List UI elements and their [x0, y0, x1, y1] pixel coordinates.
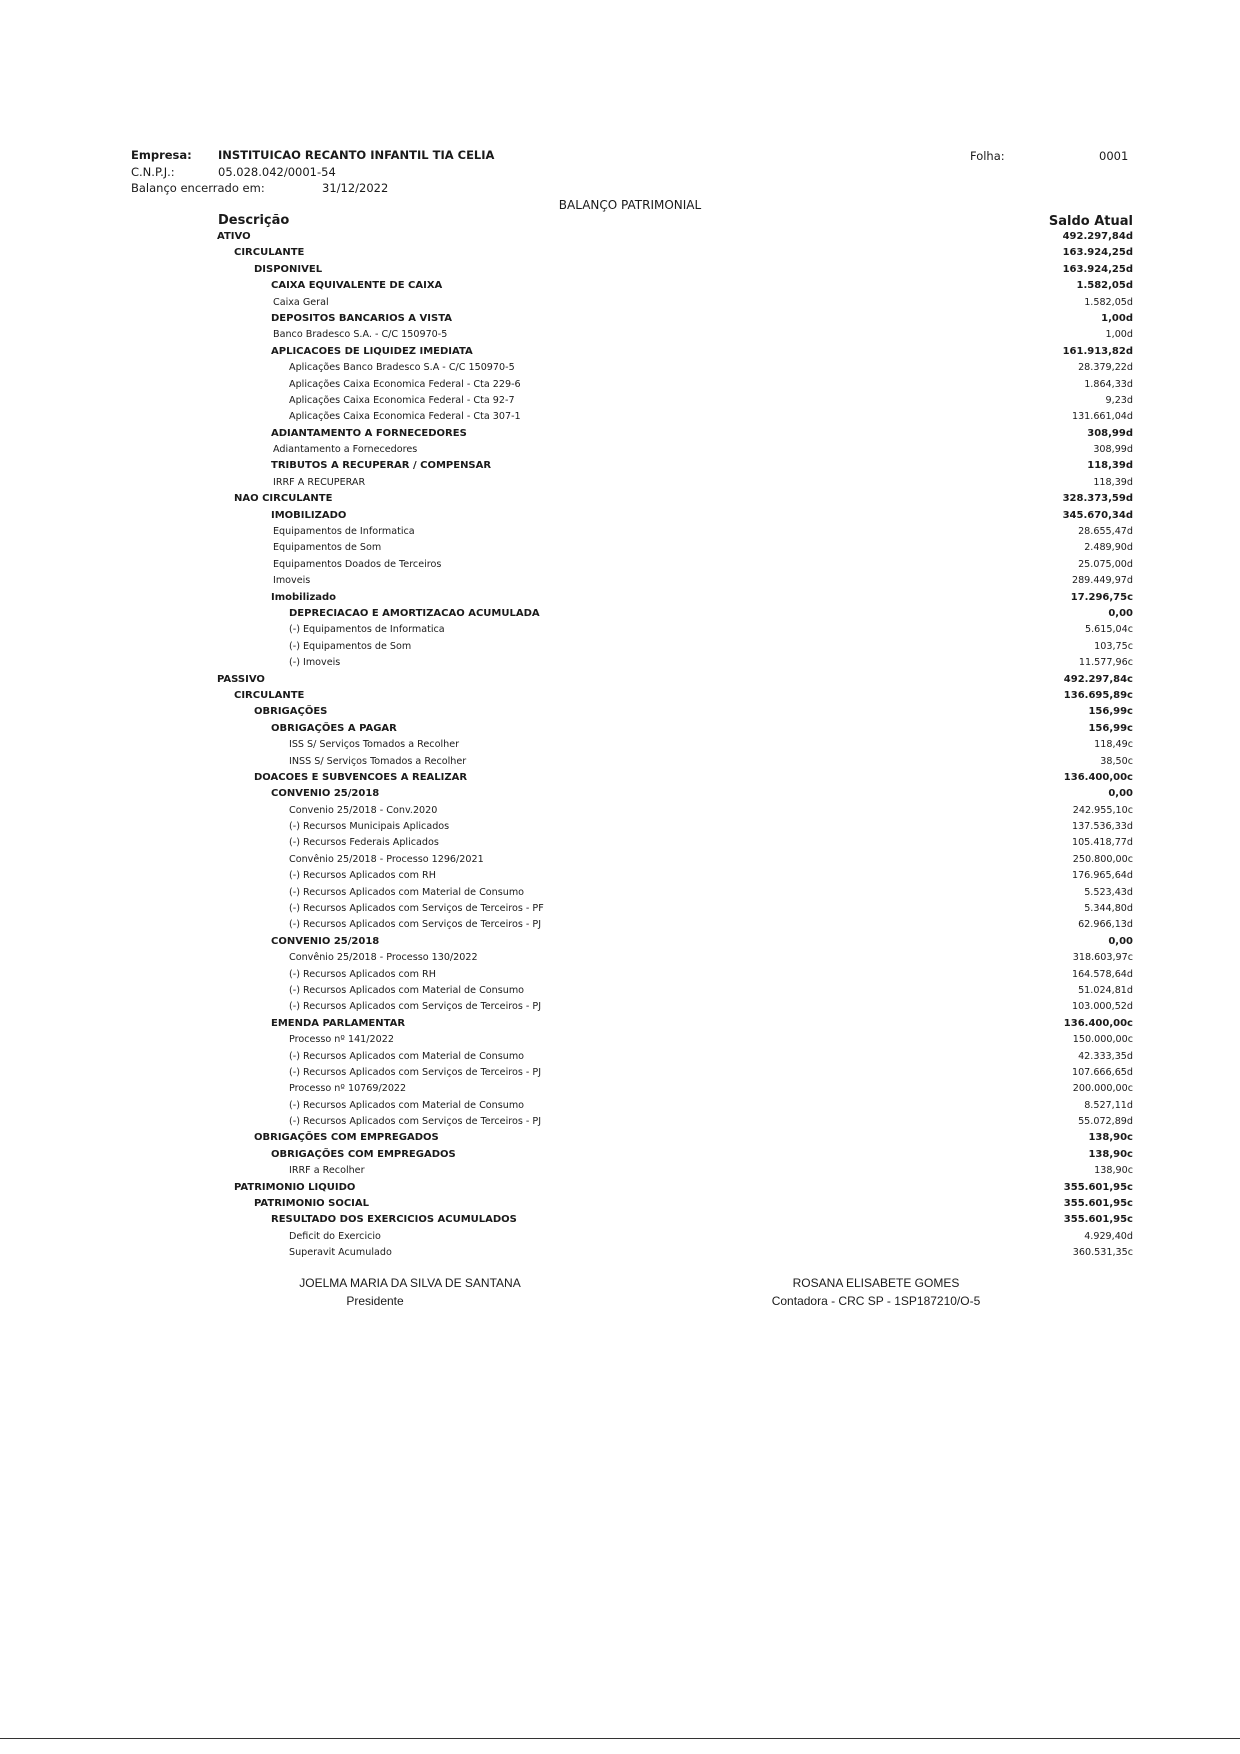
column-header-saldo: Saldo Atual [1048, 214, 1133, 229]
row-value: 11.577,96c [1078, 657, 1133, 669]
row-value: 163.924,25d [1062, 263, 1133, 275]
table-row [0, 950, 1240, 966]
row-value: 0,00 [1108, 788, 1133, 800]
row-description: DEPOSITOS BANCARIOS A VISTA [271, 312, 452, 324]
row-description: CONVENIO 25/2018 [271, 788, 380, 800]
signature-right-role: Contadora - CRC SP - 1SP187210/O-5 [771, 1294, 981, 1308]
table-row [0, 393, 1240, 409]
cnpj-value: 05.028.042/0001-54 [218, 165, 336, 179]
row-description: (-) Recursos Aplicados com Material de Consumo [289, 984, 525, 996]
row-description: IRRF a Recolher [289, 1165, 365, 1177]
row-description: (-) Equipamentos de Som [289, 640, 412, 652]
table-row [0, 803, 1240, 819]
table-row [0, 737, 1240, 753]
row-value: 289.449,97d [1071, 575, 1133, 587]
row-value: 242.955,10c [1072, 804, 1133, 816]
table-row [0, 573, 1240, 589]
row-value: 308,99d [1087, 427, 1133, 439]
row-description: DOACOES E SUBVENCOES A REALIZAR [254, 771, 468, 783]
row-value: 8.527,11d [1084, 1099, 1133, 1111]
row-description: (-) Recursos Municipais Aplicados [289, 821, 450, 833]
table-row [0, 1049, 1240, 1065]
row-description: Aplicações Banco Bradesco S.A - C/C 150970-5 [289, 362, 515, 374]
row-value: 360.531,35c [1072, 1247, 1133, 1259]
table-row [0, 262, 1240, 278]
row-value: 51.024,81d [1078, 984, 1133, 996]
table-row [0, 754, 1240, 770]
table-row [0, 344, 1240, 360]
row-value: 28.655,47d [1078, 526, 1133, 538]
cnpj-label: C.N.P.J.: [131, 165, 175, 179]
empresa-value: INSTITUICAO RECANTO INFANTIL TIA CELIA [218, 148, 495, 162]
row-description: ATIVO [217, 231, 251, 242]
row-description: (-) Recursos Aplicados com Serviços de Terceiros - PJ [289, 1116, 542, 1128]
row-value: 200.000,00c [1072, 1083, 1133, 1095]
row-value: 105.418,77d [1071, 837, 1133, 849]
table-row [0, 360, 1240, 376]
row-description: CIRCULANTE [234, 689, 305, 701]
bottom-rule [0, 1738, 1240, 1739]
row-value: 1.864,33d [1084, 378, 1133, 390]
row-value: 138,90c [1094, 1165, 1133, 1177]
row-value: 345.670,34d [1062, 509, 1133, 521]
row-value: 163.924,25d [1062, 247, 1133, 259]
table-row [0, 655, 1240, 671]
row-value: 136.400,00c [1063, 1017, 1133, 1029]
row-value: 318.603,97c [1072, 952, 1133, 964]
row-description: CIRCULANTE [234, 247, 305, 259]
table-row [0, 901, 1240, 917]
table-row [0, 426, 1240, 442]
row-description: (-) Imoveis [289, 657, 341, 669]
row-value: 156,99c [1088, 722, 1133, 734]
row-value: 492.297,84d [1062, 231, 1133, 242]
row-value: 55.072,89d [1078, 1116, 1133, 1128]
row-value: 62.966,13d [1078, 919, 1133, 931]
table-row [0, 1212, 1240, 1228]
row-value: 28.379,22d [1078, 362, 1133, 374]
table-row [0, 835, 1240, 851]
table-row [0, 1065, 1240, 1081]
row-description: CONVENIO 25/2018 [271, 935, 380, 947]
table-row [0, 311, 1240, 327]
table-row [0, 999, 1240, 1015]
row-value: 1.582,05d [1084, 296, 1133, 308]
row-value: 38,50c [1100, 755, 1133, 767]
row-description: Convênio 25/2018 - Processo 1296/2021 [289, 853, 484, 865]
table-row [0, 1032, 1240, 1048]
table-row [0, 475, 1240, 491]
row-description: Adiantamento a Fornecedores [273, 444, 418, 456]
row-description: IMOBILIZADO [271, 509, 347, 521]
table-row [0, 245, 1240, 261]
row-description: Processo nº 10769/2022 [289, 1083, 407, 1095]
row-description: (-) Recursos Aplicados com Serviços de Terceiros - PJ [289, 1001, 542, 1013]
table-row [0, 786, 1240, 802]
row-value: 4.929,40d [1084, 1230, 1133, 1242]
row-description: (-) Recursos Aplicados com Material de Consumo [289, 1099, 525, 1111]
table-row [0, 377, 1240, 393]
table-row [0, 622, 1240, 638]
table-row [0, 295, 1240, 311]
row-description: OBRIGAÇÕES A PAGAR [271, 722, 397, 734]
page-title: BALANÇO PATRIMONIAL [558, 198, 702, 212]
row-description: DISPONIVEL [254, 263, 323, 275]
row-description: Imoveis [273, 575, 311, 587]
table-row [0, 967, 1240, 983]
row-description: ISS S/ Serviços Tomados a Recolher [289, 739, 460, 751]
row-value: 1,00d [1105, 329, 1133, 341]
row-description: OBRIGAÇÕES COM EMPREGADOS [254, 1132, 439, 1144]
row-value: 5.344,80d [1084, 903, 1133, 915]
table-row [0, 934, 1240, 950]
row-description: CAIXA EQUIVALENTE DE CAIXA [271, 280, 443, 292]
folha-label: Folha: [970, 149, 1005, 163]
row-description: INSS S/ Serviços Tomados a Recolher [289, 755, 467, 767]
table-row [0, 704, 1240, 720]
table-row [0, 1016, 1240, 1032]
table-row [0, 721, 1240, 737]
row-description: TRIBUTOS A RECUPERAR / COMPENSAR [271, 460, 492, 472]
row-description: DEPRECIACAO E AMORTIZACAO ACUMULADA [289, 607, 540, 619]
row-description: (-) Recursos Aplicados com Serviços de Terceiros - PJ [289, 1066, 542, 1078]
row-description: Convenio 25/2018 - Conv.2020 [289, 804, 438, 816]
row-value: 150.000,00c [1072, 1034, 1133, 1046]
row-description: EMENDA PARLAMENTAR [271, 1017, 406, 1029]
row-value: 9,23d [1105, 394, 1133, 406]
row-value: 17.296,75c [1070, 591, 1133, 603]
row-value: 355.601,95c [1063, 1198, 1133, 1210]
table-row [0, 458, 1240, 474]
row-value: 161.913,82d [1062, 345, 1133, 357]
row-value: 131.661,04d [1071, 411, 1133, 423]
row-value: 2.489,90d [1084, 542, 1133, 554]
row-description: (-) Recursos Aplicados com Material de Consumo [289, 1050, 525, 1062]
row-value: 492.297,84c [1063, 673, 1133, 685]
row-description: (-) Recursos Aplicados com RH [289, 968, 436, 980]
row-value: 355.601,95c [1063, 1214, 1133, 1226]
table-row [0, 540, 1240, 556]
table-row [0, 606, 1240, 622]
table-row [0, 639, 1240, 655]
row-description: PATRIMONIO LIQUIDO [234, 1181, 356, 1193]
row-description: Banco Bradesco S.A. - C/C 150970-5 [273, 329, 448, 341]
table-row [0, 1180, 1240, 1196]
row-value: 118,39d [1093, 476, 1133, 488]
table-row [0, 885, 1240, 901]
row-value: 156,99c [1088, 706, 1133, 718]
row-description: Deficit do Exercicio [289, 1230, 381, 1242]
table-row [0, 1098, 1240, 1114]
row-value: 0,00 [1108, 935, 1133, 947]
table-row [0, 1114, 1240, 1130]
row-value: 25.075,00d [1078, 558, 1133, 570]
row-description: (-) Recursos Aplicados com Material de Consumo [289, 886, 525, 898]
row-value: 118,49c [1094, 739, 1133, 751]
row-description: PATRIMONIO SOCIAL [254, 1198, 370, 1210]
row-description: NAO CIRCULANTE [234, 493, 333, 505]
row-description: Imobilizado [271, 591, 337, 603]
row-value: 118,39d [1087, 460, 1133, 472]
row-description: Superavit Acumulado [289, 1247, 392, 1259]
row-description: (-) Equipamentos de Informatica [289, 624, 445, 636]
row-description: RESULTADO DOS EXERCICIOS ACUMULADOS [271, 1214, 517, 1226]
row-description: PASSIVO [217, 673, 265, 685]
table-row [0, 1245, 1240, 1261]
table-row [0, 278, 1240, 294]
row-value: 5.523,43d [1084, 886, 1133, 898]
row-description: APLICACOES DE LIQUIDEZ IMEDIATA [271, 345, 473, 357]
table-row [0, 590, 1240, 606]
row-description: Aplicações Caixa Economica Federal - Cta 229-6 [289, 378, 521, 390]
row-description: Equipamentos Doados de Terceiros [273, 558, 442, 570]
row-value: 138,90c [1088, 1132, 1133, 1144]
row-description: Convênio 25/2018 - Processo 130/2022 [289, 952, 478, 964]
table-row [0, 1163, 1240, 1179]
table-row [0, 442, 1240, 458]
row-description: (-) Recursos Federais Aplicados [289, 837, 439, 849]
row-value: 103,75c [1094, 640, 1133, 652]
table-row [0, 524, 1240, 540]
balanco-value: 31/12/2022 [322, 181, 389, 195]
table-row [0, 917, 1240, 933]
table-row [0, 819, 1240, 835]
row-value: 103.000,52d [1071, 1001, 1133, 1013]
row-description: Aplicações Caixa Economica Federal - Cta 307-1 [289, 411, 521, 423]
table-row [0, 1081, 1240, 1097]
folha-value: 0001 [1099, 149, 1129, 163]
row-value: 5.615,04c [1085, 624, 1133, 636]
row-value: 1.582,05d [1076, 280, 1133, 292]
row-description: (-) Recursos Aplicados com Serviços de Terceiros - PJ [289, 919, 542, 931]
row-value: 136.695,89c [1063, 689, 1133, 701]
row-value: 137.536,33d [1071, 821, 1133, 833]
row-description: Processo nº 141/2022 [289, 1034, 394, 1046]
row-description: (-) Recursos Aplicados com RH [289, 870, 436, 882]
row-value: 1,00d [1101, 312, 1133, 324]
empresa-label: Empresa: [131, 148, 192, 162]
balance-sheet-table [0, 229, 1240, 1262]
row-value: 355.601,95c [1063, 1181, 1133, 1193]
signature-left-role: Presidente [346, 1294, 404, 1308]
table-row [0, 491, 1240, 507]
row-value: 107.666,65d [1071, 1066, 1133, 1078]
row-value: 176.965,64d [1071, 870, 1133, 882]
table-row [0, 229, 1240, 245]
table-row [0, 1196, 1240, 1212]
row-description: Aplicações Caixa Economica Federal - Cta 92-7 [289, 394, 515, 406]
row-description: OBRIGAÇÕES COM EMPREGADOS [271, 1148, 456, 1160]
table-row [0, 688, 1240, 704]
row-value: 136.400,00c [1063, 771, 1133, 783]
signature-right-name: ROSANA ELISABETE GOMES [792, 1276, 960, 1290]
row-value: 0,00 [1108, 607, 1133, 619]
balanco-label: Balanço encerrado em: [131, 181, 265, 195]
row-value: 138,90c [1088, 1148, 1133, 1160]
row-description: Caixa Geral [273, 296, 329, 308]
row-value: 328.373,59d [1062, 493, 1133, 505]
row-description: (-) Recursos Aplicados com Serviços de Terceiros - PF [289, 903, 544, 915]
row-description: ADIANTAMENTO A FORNECEDORES [271, 427, 467, 439]
table-row [0, 557, 1240, 573]
row-description: OBRIGAÇÕES [254, 706, 328, 718]
table-row [0, 852, 1240, 868]
table-row [0, 868, 1240, 884]
column-header-descricao: Descrição [218, 213, 290, 228]
signature-left-name: JOELMA MARIA DA SILVA DE SANTANA [299, 1276, 521, 1290]
table-row [0, 1229, 1240, 1245]
table-row [0, 327, 1240, 343]
table-row [0, 983, 1240, 999]
row-description: IRRF A RECUPERAR [273, 476, 366, 488]
row-value: 164.578,64d [1071, 968, 1133, 980]
row-description: Equipamentos de Som [273, 542, 382, 554]
table-row [0, 508, 1240, 524]
row-value: 250.800,00c [1072, 853, 1133, 865]
table-row [0, 1130, 1240, 1146]
table-row [0, 672, 1240, 688]
row-value: 42.333,35d [1078, 1050, 1133, 1062]
table-row [0, 409, 1240, 425]
row-value: 308,99d [1093, 444, 1133, 456]
table-row [0, 1147, 1240, 1163]
table-row [0, 770, 1240, 786]
row-description: Equipamentos de Informatica [273, 526, 415, 538]
